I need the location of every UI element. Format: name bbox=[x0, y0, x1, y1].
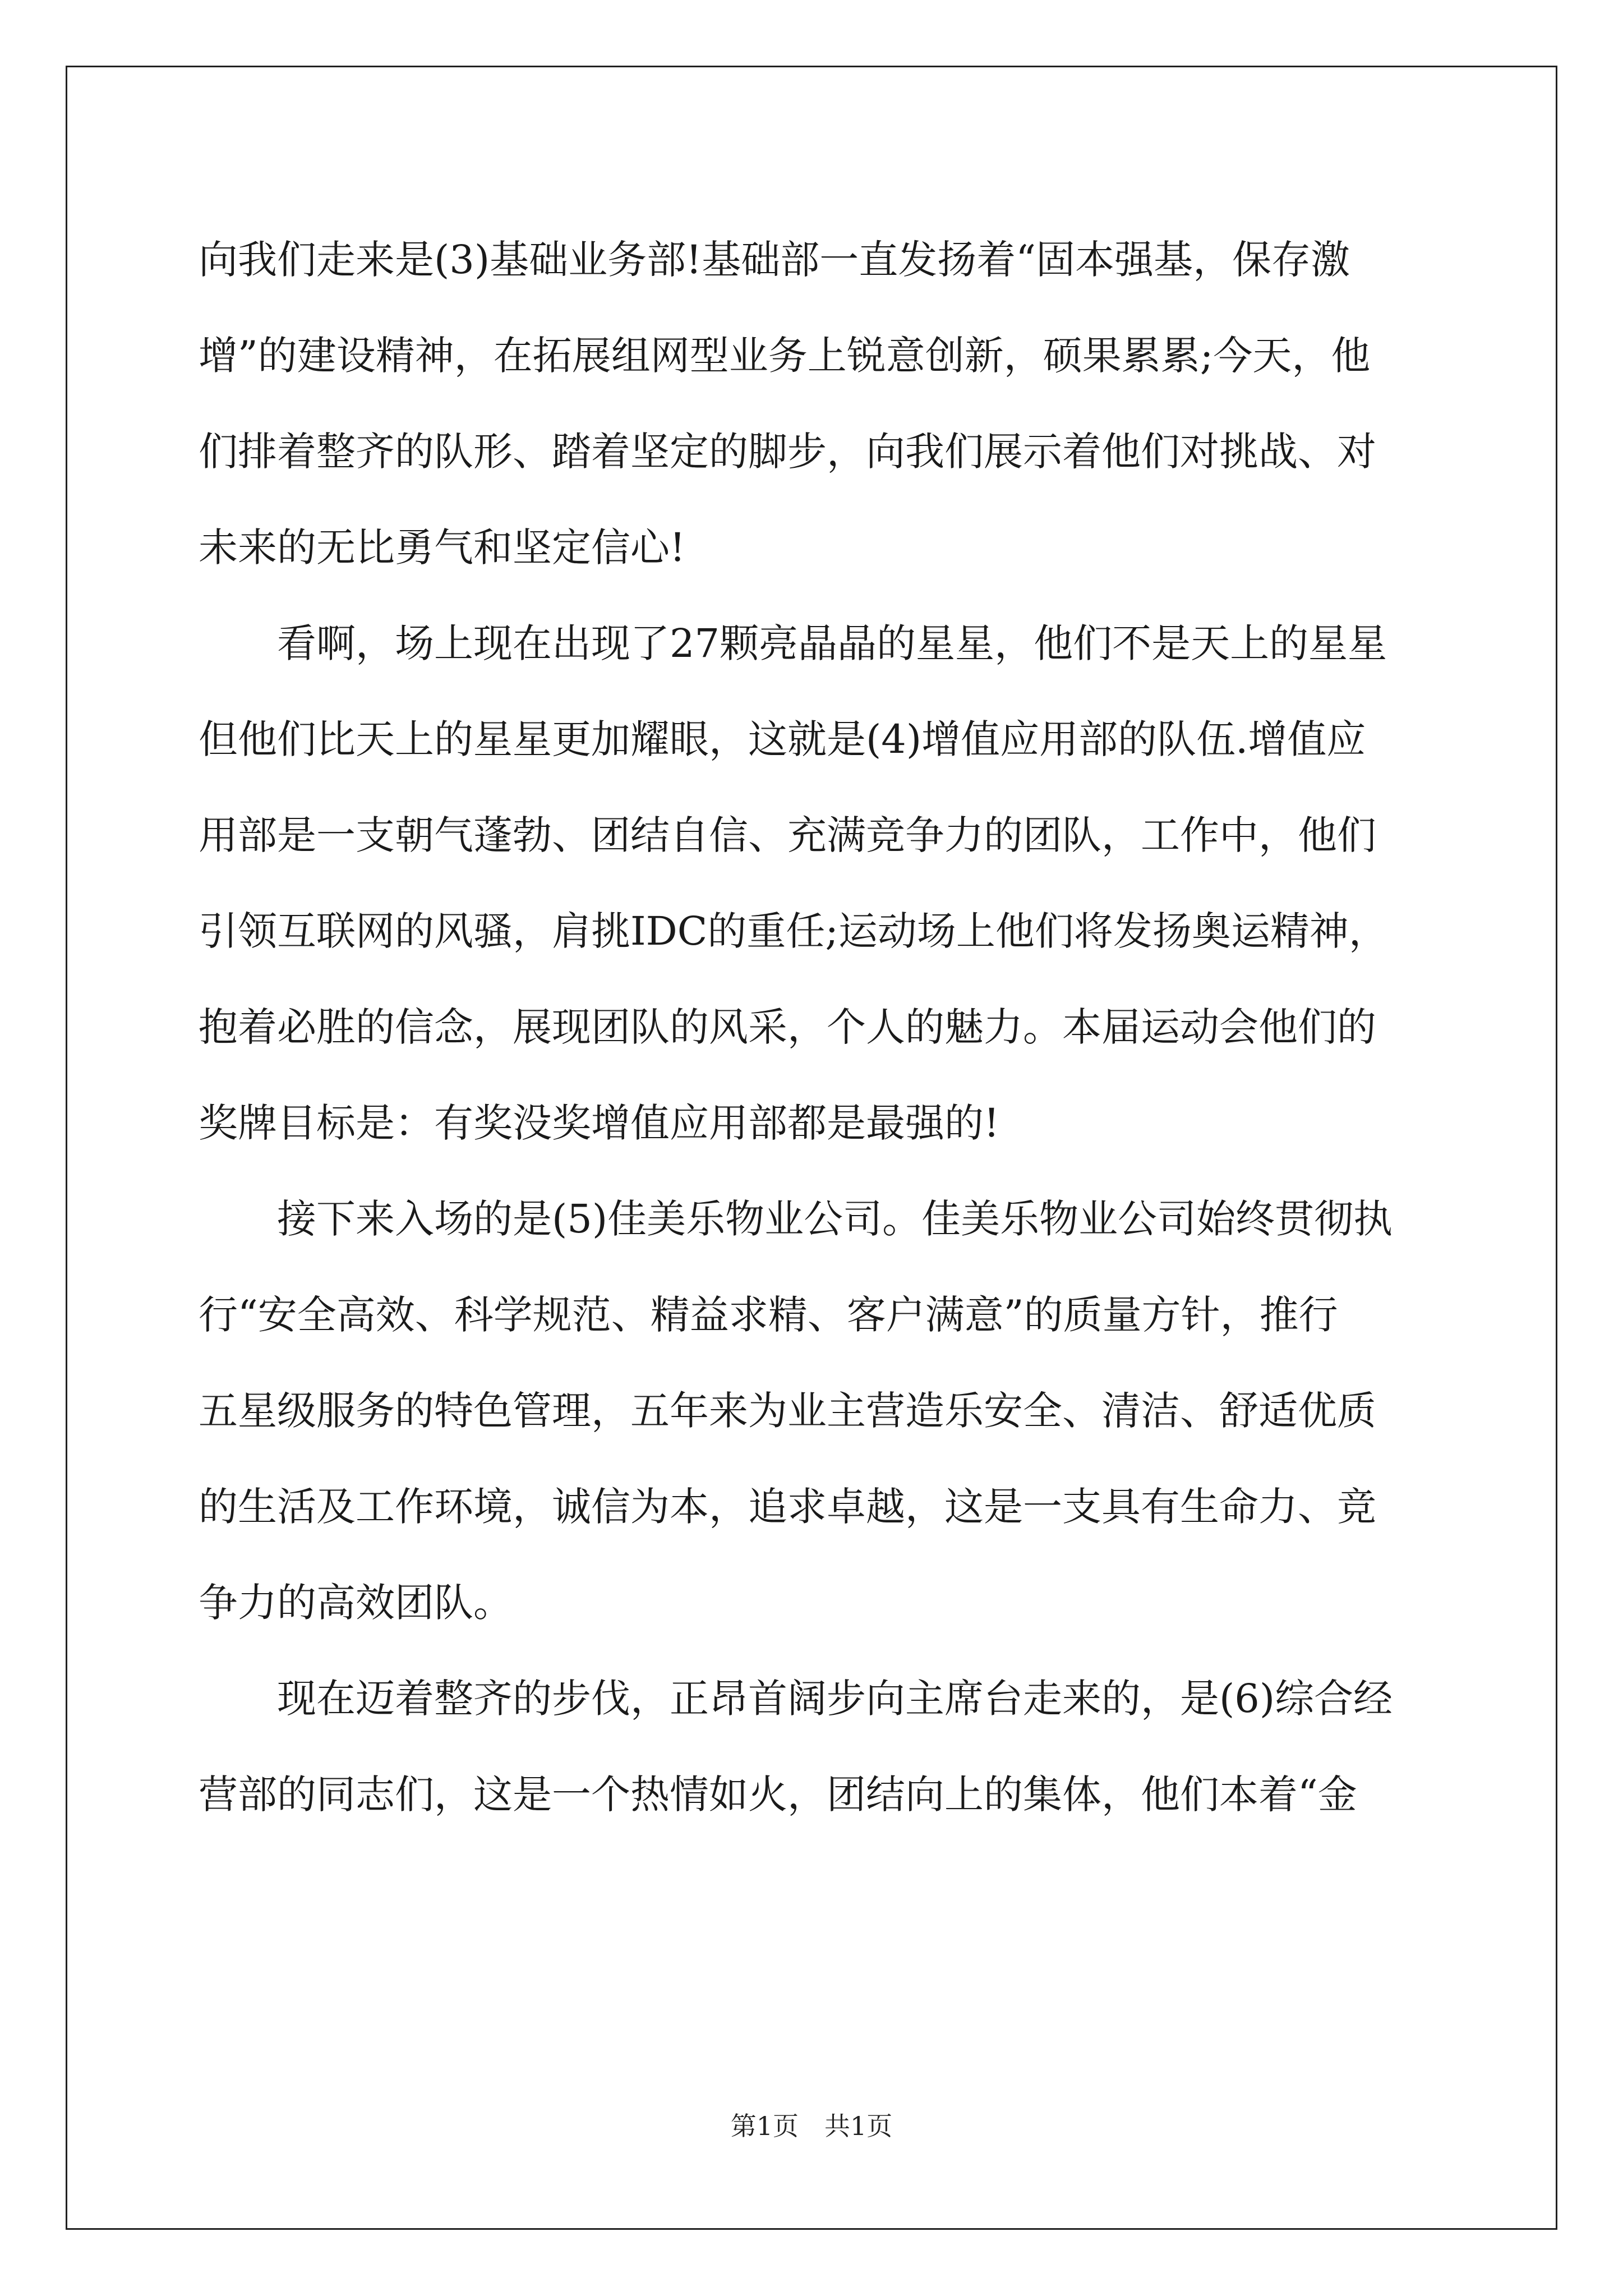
page-number: 第1页 共1页 bbox=[730, 2111, 893, 2141]
text-line: 奖牌目标是：有奖没奖增值应用部都是最强的! bbox=[199, 1100, 1000, 1146]
page-footer bbox=[0, 2109, 1623, 2143]
text-line: 的生活及工作环境，诚信为本，追求卓越，这是一支具有生命力、竞 bbox=[199, 1484, 1376, 1530]
text-line: 行“安全高效、科学规范、精益求精、客户满意”的质量方针，推行 bbox=[199, 1292, 1338, 1338]
text-line: 五星级服务的特色管理，五年来为业主营造乐安全、清洁、舒适优质 bbox=[199, 1388, 1376, 1434]
text-line: 现在迈着整齐的步伐，正昂首阔步向主席台走来的，是(6)综合经 bbox=[199, 1676, 1393, 1722]
document-body bbox=[199, 212, 1427, 1843]
text-line: 营部的同志们，这是一个热情如火，团结向上的集体，他们本着“金 bbox=[199, 1772, 1357, 1818]
text-line: 争力的高效团队。 bbox=[199, 1580, 513, 1626]
text-line: 引领互联网的风骚，肩挑IDC的重任;运动场上他们将发扬奥运精神， bbox=[199, 908, 1388, 954]
text-line: 用部是一支朝气蓬勃、团结自信、充满竞争力的团队，工作中，他们 bbox=[199, 812, 1376, 858]
text-line: 但他们比天上的星星更加耀眼，这就是(4)增值应用部的队伍.增值应 bbox=[199, 716, 1366, 762]
text-line: 未来的无比勇气和坚定信心! bbox=[199, 524, 686, 570]
text-line: 们排着整齐的队形、踏着坚定的脚步，向我们展示着他们对挑战、对 bbox=[199, 429, 1376, 475]
text-line: 看啊，场上现在出现了27颗亮晶晶的星星，他们不是天上的星星 bbox=[199, 620, 1387, 666]
text-line: 向我们走来是(3)基础业务部!基础部一直发扬着“固本强基，保存激 bbox=[199, 237, 1350, 283]
text-line: 增”的建设精神，在拓展组网型业务上锐意创新，硕果累累;今天，他 bbox=[199, 333, 1371, 379]
text-line: 接下来入场的是(5)佳美乐物业公司。佳美乐物业公司始终贯彻执 bbox=[199, 1196, 1393, 1242]
text-line: 抱着必胜的信念，展现团队的风采，个人的魅力。本届运动会他们的 bbox=[199, 1004, 1376, 1050]
